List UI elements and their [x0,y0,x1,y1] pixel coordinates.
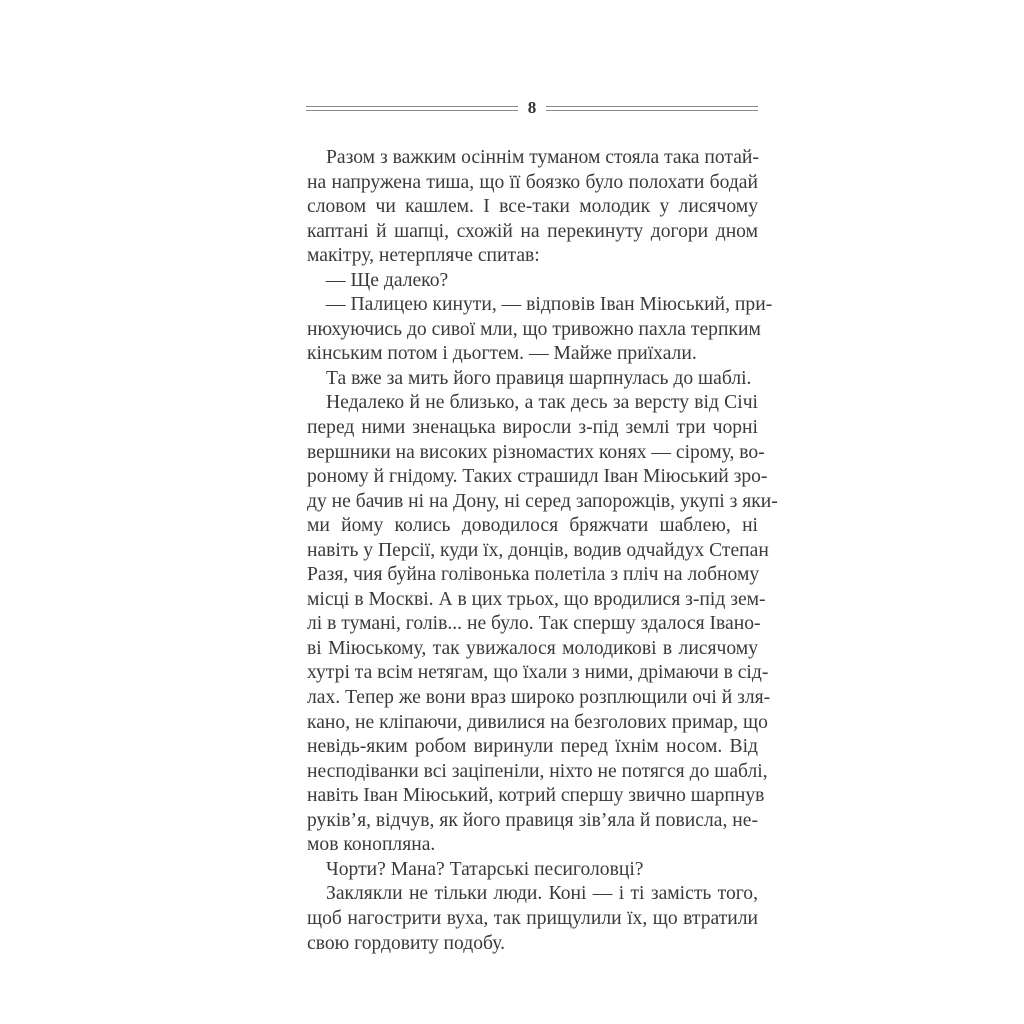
text-line: мов коноплянa. [307,834,436,856]
text-line: словом чи кашлем. І все-таки молодик у лисячому [307,196,758,218]
page-number: 8 [527,98,537,117]
text-line: — Ще далеко? [326,269,449,291]
text-line: роному й гнідому. Таких страшидл Іван Міюський зро- [307,466,768,488]
text-line: ду не бачив ні на Дону, ні серед запорожців, укупі з яки- [307,490,778,512]
text-line: несподіванки всі заціпеніли, ніхто не потягся до шаблі, [307,760,768,782]
text-line: місці в Москві. А в цих трьох, що вродилися з-під зем- [307,588,766,610]
text-line: кінським потом і дьогтем. — Майже приїхали. [307,343,697,365]
text-line: хутрі та всім нетягам, що їхали з ними, дрімаючи в сід- [307,662,769,684]
text-line: щоб нагострити вуха, так прищулили їх, що втратили [307,907,758,929]
text-line: Чорти? Мана? Татарські песиголовці? [326,858,644,880]
text-line: навіть у Персії, куди їх, донців, водив одчайдух Степан [307,539,769,561]
text-line: на напружена тиша, що її боязко було полохати бодай [307,171,758,193]
text-line: перед ними зненацька виросли з-під землі три чорні [307,417,758,439]
text-line: ві Міюському, так увижалося молодикові в лисячому [307,637,758,659]
text-line: Разя, чия буйна голівонька полетіла з пліч на лобному [307,564,760,586]
text-line: руків’я, відчув, як його правиця зів’яла й повисла, не- [307,809,758,831]
text-line: макітру, нетерпляче спитав: [307,245,540,267]
text-line: Та вже за мить його правиця шарпнулась до шаблі. [326,367,752,389]
text-line: лах. Тепер же вони враз широко розплющили очі й зля- [307,687,771,709]
text-line: — Палицею кинути, — відповів Іван Міюський, при- [326,294,773,316]
text-line: Разом з важким осіннім туманом стояла така потай- [326,147,759,168]
text-line: вершники на високих різномастих конях — сірому, во- [307,441,765,463]
text-line: каптані й шапці, схожій на перекинуту догори дном [307,220,758,242]
text-line: свою гордовиту подобу. [307,932,505,954]
text-line: Заклякли не тільки люди. Коні — і ті замість того, [326,883,758,905]
text-line: нюхуючись до сивої мли, що тривожно пахла терпким [307,318,761,340]
text-line: Недалеко й не близько, а так десь за версту від Січі [326,392,758,414]
text-line: навіть Іван Міюський, котрий спершу звично шарпнув [307,785,765,807]
text-line: кано, не кліпаючи, дивилися на безголових примар, що [307,711,768,733]
text-line: невідь-яким робом виринули перед їхнім носом. Від [307,736,758,758]
body-text [307,146,778,956]
text-line: ми йому колись доводилося бряжчати шаблею, ні [307,515,758,537]
text-line: лі в тумані, голів... не було. Так спершу здалося Івано- [307,613,761,635]
header-rule-right [546,106,758,111]
running-header [306,98,758,118]
header-rule-left [306,106,518,111]
